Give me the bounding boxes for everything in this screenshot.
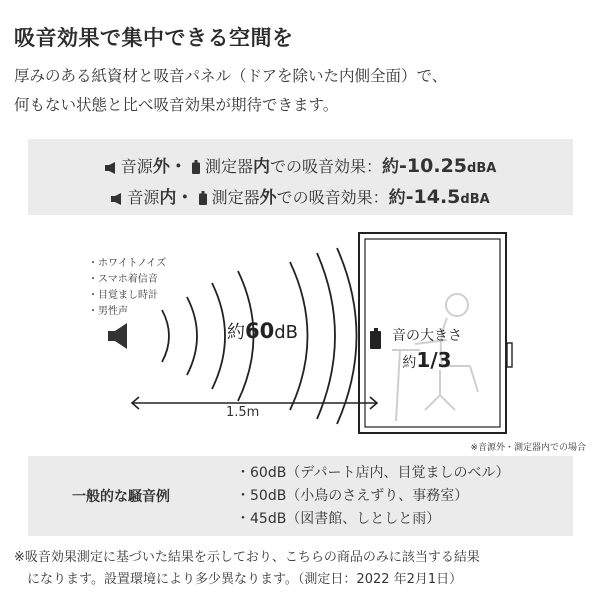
speaker-icon: [108, 323, 127, 349]
volume-fraction: 1/3: [416, 348, 452, 372]
footnote: [14, 547, 594, 591]
example-item: ・50dB（小鳥のさえずり、事務室）: [236, 488, 469, 504]
source-position: 外: [152, 157, 170, 177]
sound-level-unit: dB: [274, 322, 299, 343]
effect-label: での吸音効果：: [276, 188, 389, 207]
separator: ・: [176, 188, 194, 208]
noise-source-item: ・スマホ着信音: [88, 274, 158, 285]
examples-label: 一般的な騒音例: [72, 489, 170, 505]
lead-line: 厚みのある紙資材と吸音パネル（ドアを除いた内側全面）で、: [14, 67, 448, 85]
effect-label: 測定器: [205, 157, 254, 176]
approx-label: 約: [227, 322, 245, 343]
footnote-line: になります。設置環境により多少異なります。（測定日：2022 年2月1日）: [27, 572, 463, 587]
meter-position: 外: [259, 188, 277, 208]
approx-label: 約: [382, 157, 400, 177]
volume-label: [392, 324, 462, 375]
distance-label: 1.5m: [226, 405, 260, 420]
approx-label: 約: [402, 355, 417, 371]
noise-source-list: [88, 256, 166, 320]
example-item: ・45dB（図書館、しとしと雨）: [236, 511, 441, 527]
effect-unit: dBA: [460, 192, 490, 207]
effect-label: 音源: [127, 188, 160, 207]
effect-value: -14.5: [405, 186, 461, 208]
lead-line: 何もない状態と比べ吸音効果が期待できます。: [14, 96, 339, 114]
effect-label: での吸音効果：: [270, 157, 383, 176]
example-item: ・60dB（デパート店内、目覚ましのベル）: [236, 465, 510, 481]
condition-note: ※音源外・測定器内での場合: [470, 443, 586, 453]
effect-value: -10.25: [399, 155, 468, 177]
effect-unit: dBA: [467, 161, 497, 176]
sound-level-value: 60: [245, 319, 275, 343]
noise-examples-box: [28, 456, 573, 536]
meter-icon: [370, 328, 381, 349]
page-title: 吸音効果で集中できる空間を: [14, 26, 294, 50]
source-position: 内: [159, 188, 177, 208]
noise-source-item: ・男性声: [88, 306, 128, 317]
effect-label: 測定器: [211, 188, 260, 207]
noise-source-item: ・ホワイトノイズ: [88, 258, 167, 269]
noise-source-item: ・目覚まし時計: [88, 290, 158, 301]
examples-list: [236, 462, 509, 531]
meter-position: 内: [253, 157, 271, 177]
effect-label: 音源: [120, 157, 153, 176]
separator: ・: [169, 157, 187, 177]
footnote-line: ※吸音効果測定に基づいた結果を示しており、こちらの商品のみに該当する結果: [14, 550, 480, 565]
sound-level-label: [227, 318, 298, 344]
volume-caption: 音の大きさ: [392, 328, 462, 344]
approx-label: 約: [388, 188, 406, 208]
